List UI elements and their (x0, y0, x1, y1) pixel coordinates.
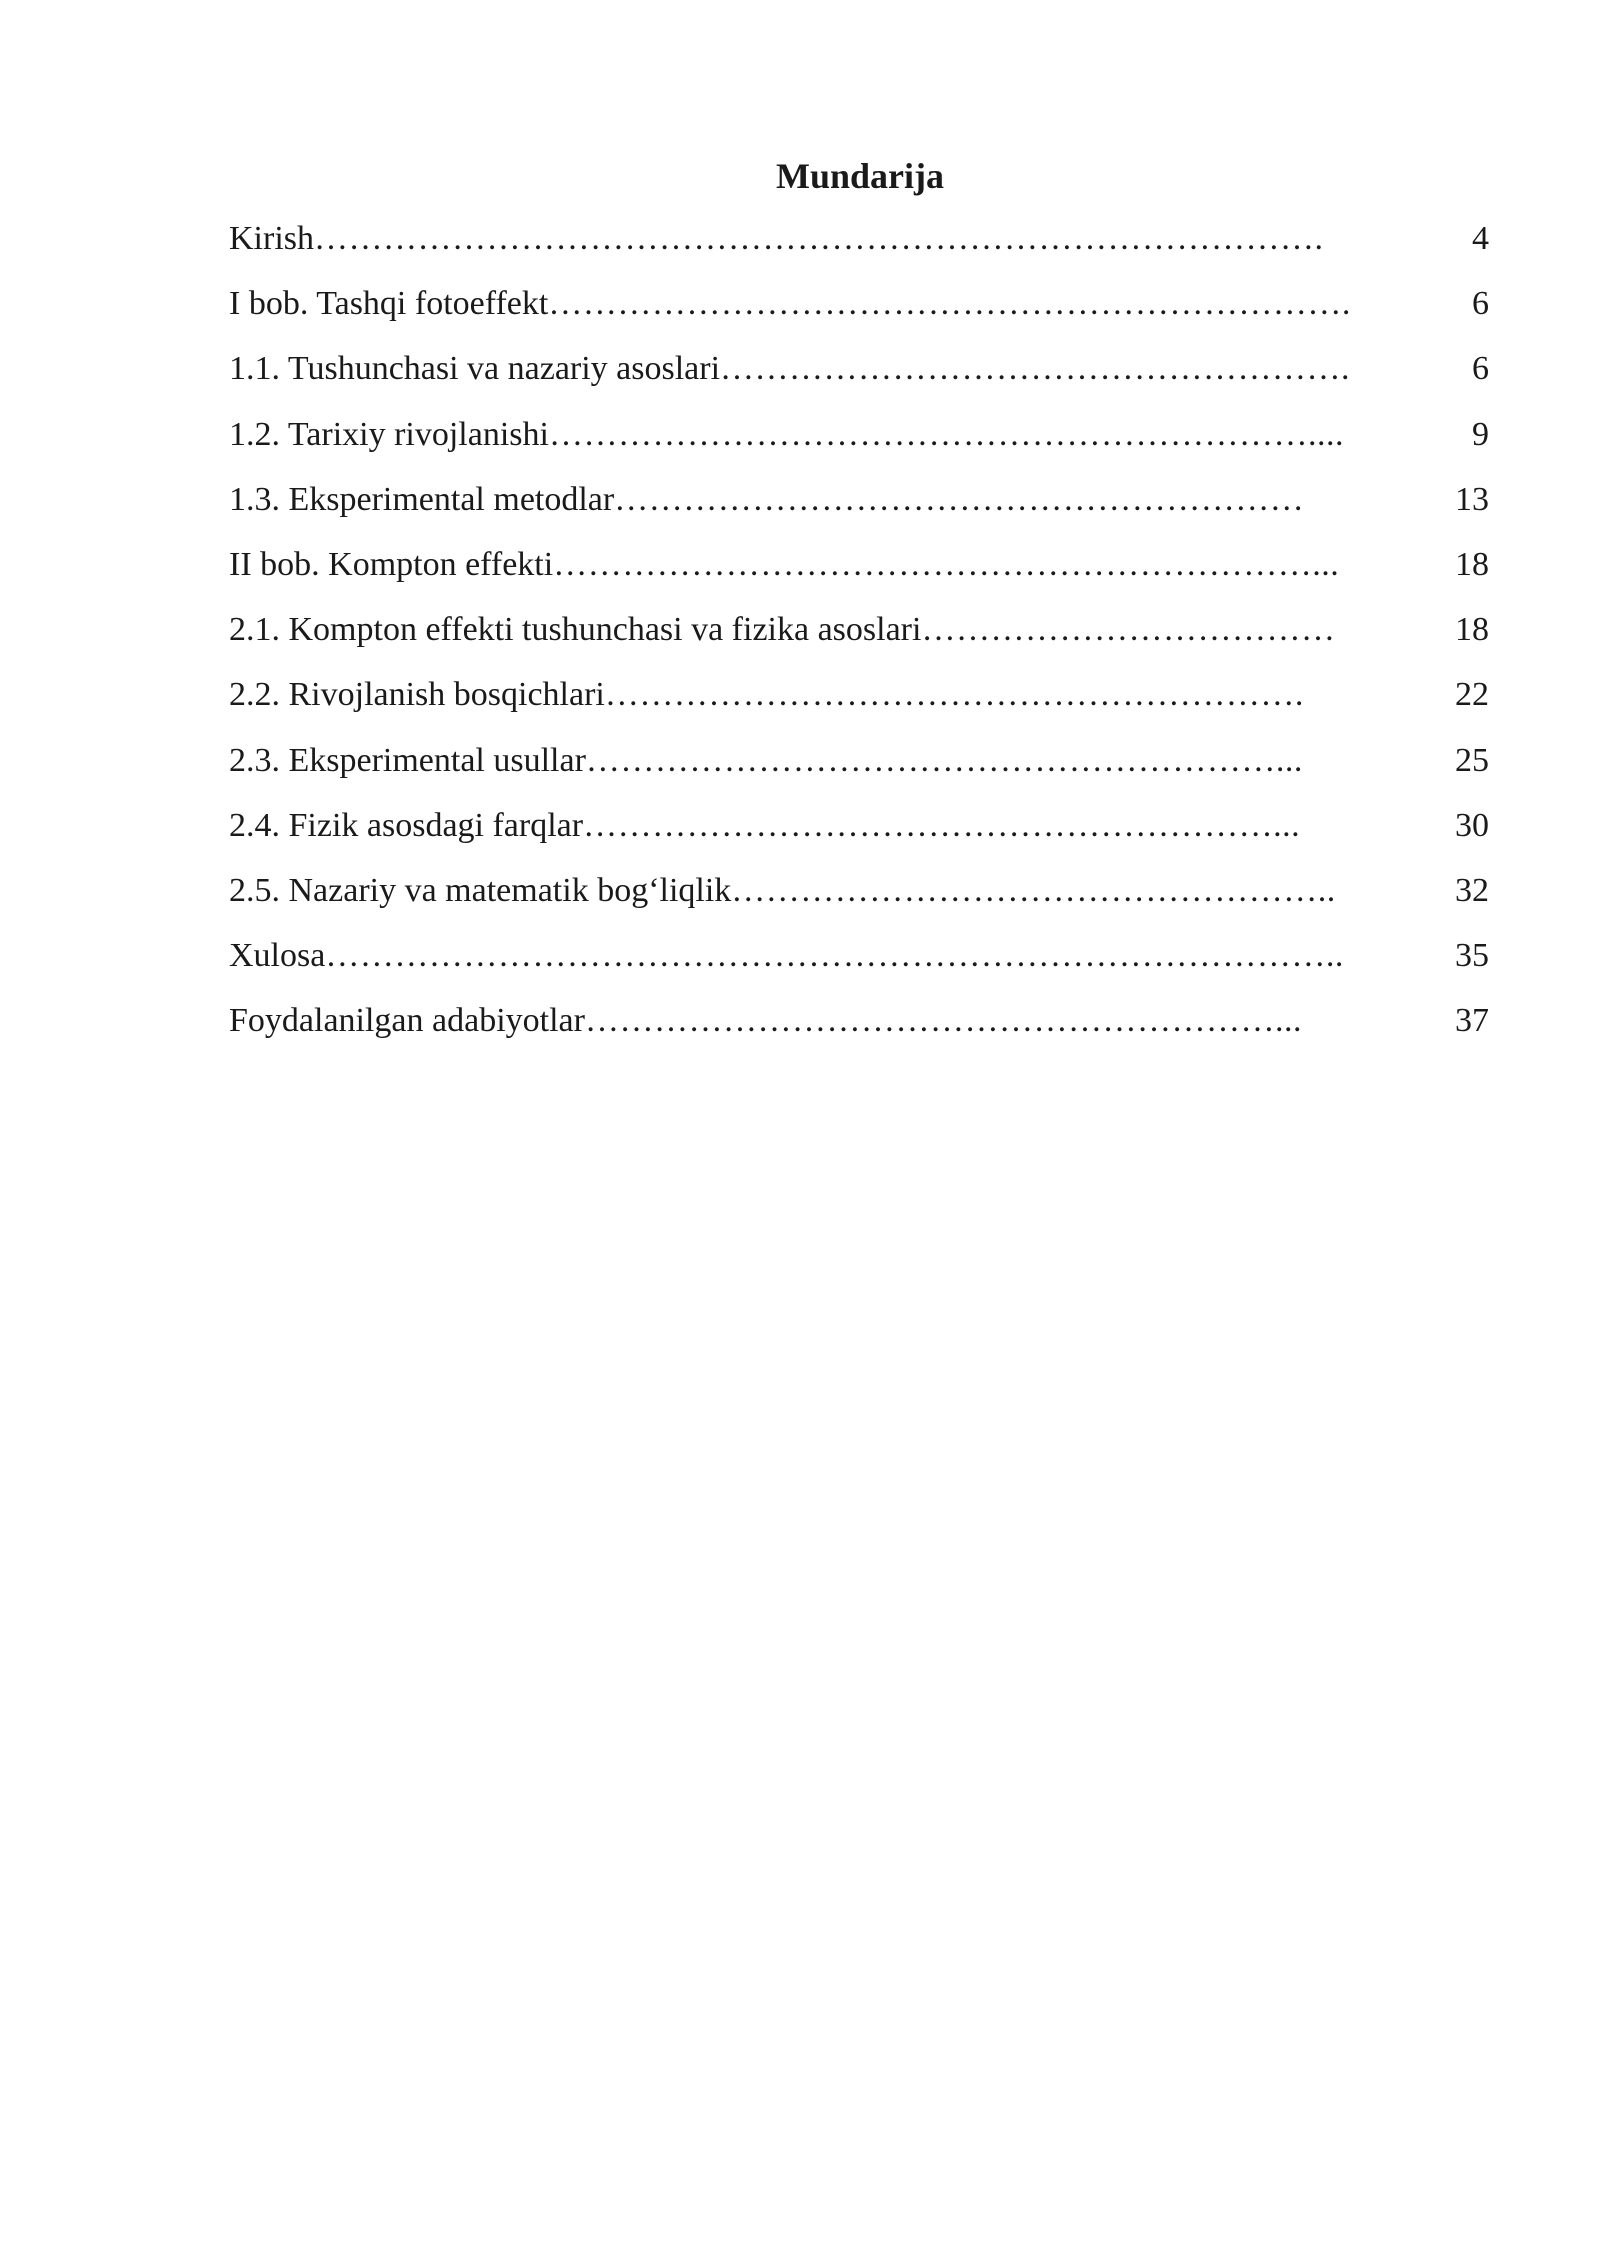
toc-page-number: 35 (1455, 937, 1489, 975)
toc-entry-section-2-1 (229, 604, 1489, 669)
toc-entry-title: 1.2. Tarixiy rivojlanishi (229, 415, 549, 453)
toc-page-number: 18 (1455, 545, 1489, 583)
toc-dot-leader: ……………………………………………………………………………. (314, 220, 1324, 257)
toc-entry-chapter-1 (229, 278, 1489, 343)
toc-page-number: 18 (1455, 611, 1489, 649)
toc-entry-title: 2.4. Fizik asosdagi farqlar (229, 806, 584, 844)
toc-page-number: 25 (1455, 741, 1489, 779)
toc-entry-section-2-2 (229, 669, 1489, 734)
toc-entry-title: 2.2. Rivojlanish bosqichlari (229, 676, 605, 714)
toc-entry-section-1-3 (229, 474, 1489, 539)
toc-page-number: 37 (1455, 1002, 1489, 1040)
toc-dot-leader: ……………………………………………………... (584, 1002, 1302, 1040)
table-of-contents (229, 213, 1489, 1060)
toc-entry-title: II bob. Kompton effekti (229, 545, 554, 583)
toc-page-number: 4 (1472, 220, 1489, 257)
toc-dot-leader: …………………………………………………………... (553, 545, 1340, 583)
toc-entry-title: 1.1. Tushunchasi va nazariy asoslari (229, 350, 721, 388)
page-title: Mundarija (775, 156, 944, 196)
toc-entry-title: Foydalanilgan adabiyotlar (229, 1002, 585, 1040)
toc-entry-section-2-3 (229, 735, 1489, 800)
toc-dot-leader: ……………………………………………………………. (548, 285, 1351, 323)
toc-entry-title: 2.5. Nazariy va matematik bog‘liqlik (229, 871, 732, 909)
toc-page-number: 32 (1455, 871, 1489, 909)
toc-entry-title: I bob. Tashqi fotoeffekt (229, 285, 549, 323)
toc-entry-section-2-4 (229, 800, 1489, 865)
toc-entry-title: Kirish (229, 220, 314, 257)
toc-page-number: 22 (1455, 676, 1489, 714)
toc-page-number: 13 (1455, 480, 1489, 518)
toc-page-number: 6 (1472, 350, 1489, 388)
toc-entry-title: Xulosa (229, 937, 326, 975)
toc-dot-leader: …………………………………………………………………………….. (325, 937, 1344, 975)
toc-dot-leader: ……………………………… (921, 611, 1336, 649)
toc-entry-title: 2.1. Kompton effekti tushunchasi va fizika asoslari (229, 611, 922, 649)
toc-entry-title: 1.3. Eksperimental metodlar (229, 480, 615, 518)
toc-dot-leader: ……………………………………………………. (604, 676, 1304, 714)
toc-page-number: 9 (1472, 415, 1489, 453)
toc-entry-chapter-2 (229, 539, 1489, 604)
toc-dot-leader: ………………………………………………. (720, 350, 1351, 388)
toc-dot-leader: ……………………………………………………... (583, 806, 1301, 844)
toc-entry-title: 2.3. Eksperimental usullar (229, 741, 586, 779)
toc-page-number: 6 (1472, 285, 1489, 323)
toc-page-number: 30 (1455, 806, 1489, 844)
toc-entry-references (229, 995, 1489, 1060)
toc-entry-section-1-1 (229, 343, 1489, 408)
toc-entry-section-2-5 (229, 865, 1489, 930)
toc-dot-leader: ……………………………………………………... (585, 741, 1303, 779)
toc-entry-section-1-2 (229, 409, 1489, 474)
toc-entry-kirish (229, 213, 1489, 278)
toc-dot-leader: ………………………………………………………….... (548, 415, 1344, 453)
toc-entry-xulosa (229, 930, 1489, 995)
toc-dot-leader: …………………………………………….. (731, 871, 1336, 909)
toc-dot-leader: …………………………………………………… (614, 480, 1305, 518)
